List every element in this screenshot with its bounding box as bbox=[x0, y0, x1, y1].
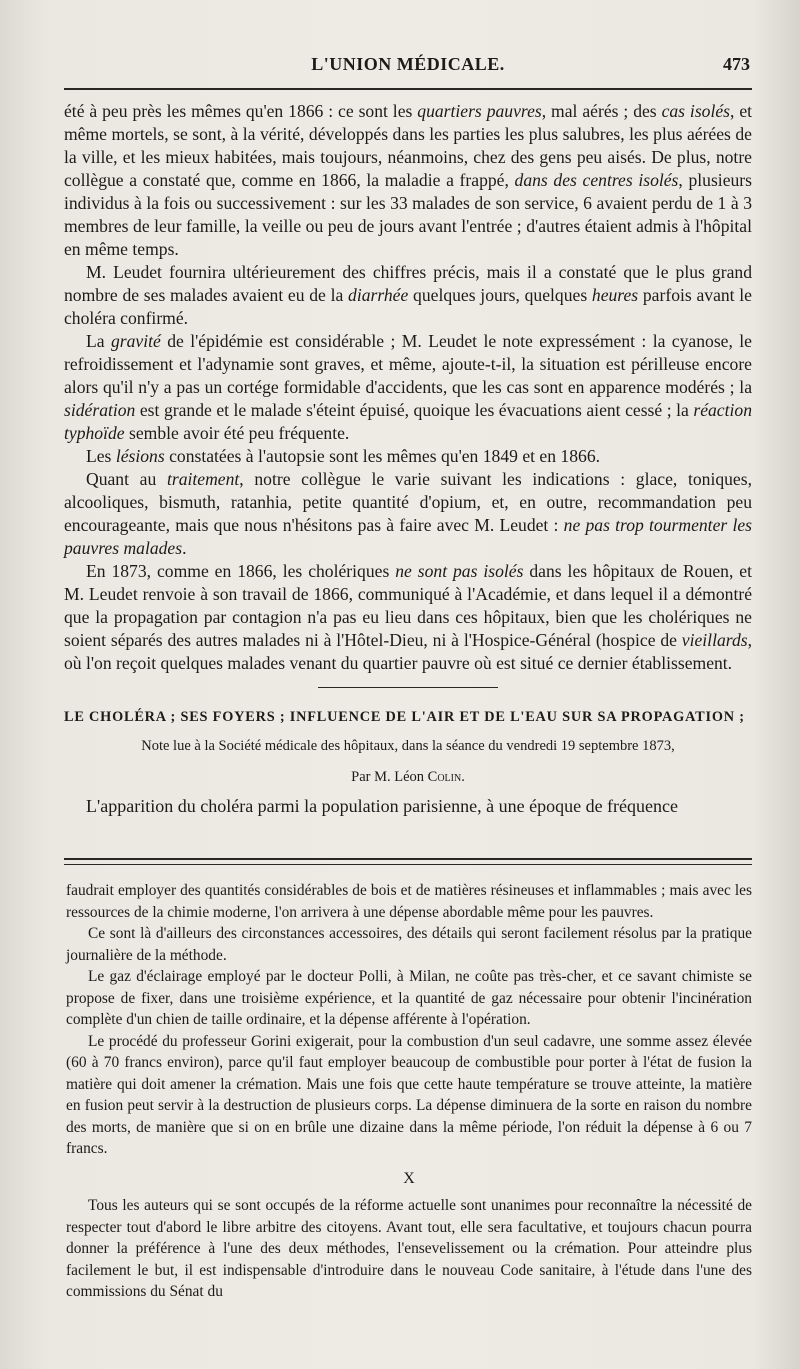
journal-title: L'UNION MÉDICALE. bbox=[311, 54, 505, 74]
paragraph: La gravité de l'épidémie est considérable ; M. Leudet le note expressément : la cyanose, le refroidissement et l'adynamie sont graves, et même, ajoute-t-il, la situation est périlleuse encore alors qu'il n'y a pas un cortége formidable d'accidents, que les cas sont en apparence modérés ; la sidération est grande et le malade s'éteint épuisé, quoique les évacuations aient cessé ; la réaction typhoïde semble avoir été peu fréquente. bbox=[64, 331, 752, 443]
paragraph: été à peu près les mêmes qu'en 1866 : ce sont les quartiers pauvres, mal aérés ; des cas isolés, et même mortels, se sont, à la vérité, développés dans les parties les plus salubres, les plus aérées de la ville, et les mieux habitées, mais toujours, néanmoins, chez des gens peu aisés. De plus, notre collègue a constaté que, comme en 1866, la maladie a frappé, dans des centres isolés, plusieurs individus à la fois ou successivement : sur les 33 malades de son service, 6 avaient perdu de 1 à 3 membres de leur famille, la veille ou peu de jours avant l'entrée ; d'autres étaient admis à l'hôpital en même temps. bbox=[64, 101, 753, 259]
section-number: X bbox=[403, 1169, 415, 1187]
section-divider bbox=[318, 687, 498, 688]
feuilleton-column bbox=[66, 880, 752, 1303]
page-number: 473 bbox=[723, 54, 750, 74]
paragraph: Quant au traitement, notre collègue le varie suivant les indications : glace, toniques, alcooliques, bismuth, ratanhia, petite quantité d'opium, et, en outre, recommandation peu encourageante, mais que nous n'hésitons pas à faire avec M. Leudet : ne pas trop tourmenter les pauvres malades. bbox=[64, 469, 752, 558]
paragraph: En 1873, comme en 1866, les cholériques ne sont pas isolés dans les hôpitaux de Rouen, et M. Leudet renvoie à son travail de 1866, communiqué à l'Académie, et dans lequel il a démontré que la propagation par contagion n'a pas eu lieu dans ces hôpitaux, bien que les cholériques ne soient séparés des autres malades ni à l'Hôtel-Dieu, ni à l'Hospice-Général (hospice de vieillards, où l'on reçoit quelques malades venant du quartier pauvre où est situé ce dernier établissement. bbox=[64, 561, 752, 673]
article-note: Note lue à la Société médicale des hôpitaux, dans la séance du vendredi 19 septembre 1873, bbox=[141, 738, 675, 754]
article-author: Par M. Léon Colin. bbox=[351, 769, 465, 785]
feuilleton-rule bbox=[64, 858, 752, 865]
paragraph: Tous les auteurs qui se sont occupés de la réforme actuelle sont unanimes pour reconnaître la nécessité de respecter tout d'abord le libre arbitre des citoyens. Avant tout, elle sera facultative, et toujours chacun pourra donner la préférence à l'une des deux méthodes, l'ensevelissement ou la crémation. Pour atteindre plus facilement le but, il est indispensable d'introduire dans le nouveau Code sanitaire, à l'étude dans l'une des commissions du Sénat du bbox=[66, 1197, 752, 1300]
running-header bbox=[64, 54, 752, 84]
paragraph: Le procédé du professeur Gorini exigerait, pour la combustion d'un seul cadavre, une somme assez élevée (60 à 70 francs environ), parce qu'il faut employer beaucoup de combustible pour porter à l'état de fusion la matière qui doit amener la crémation. Mais une fois que cette haute température se trouve atteinte, la matière en fusion peut servir à la destruction de plusieurs corps. La dépense diminuera de la sorte en raison du nombre des morts, de manière que si on en brûle une dizaine dans la même période, l'on réduit la dépense à 6 ou 7 francs. bbox=[66, 1032, 752, 1157]
paragraph: Les lésions constatées à l'autopsie sont les mêmes qu'en 1849 et en 1866. bbox=[86, 446, 601, 466]
article-heading: LE CHOLÉRA ; SES FOYERS ; INFLUENCE DE L'AIR ET DE L'EAU SUR SA PROPAGATION ; bbox=[64, 709, 745, 725]
paragraph: Le gaz d'éclairage employé par le docteur Polli, à Milan, ne coûte pas très-cher, et ce savant chimiste se propose de fixer, dans une troisième expérience, et la quantité de gaz nécessaire pour obtenir l'incinération complète d'un chien de taille ordinaire, et la dépense afférente à l'opération. bbox=[66, 968, 752, 1028]
header-rule bbox=[64, 88, 752, 90]
paragraph: Ce sont là d'ailleurs des circonstances accessoires, des détails qui seront facilement résolus par la pratique journalière de la méthode. bbox=[66, 925, 752, 964]
paragraph: faudrait employer des quantités considérables de bois et de matières résineuses et inflammables ; mais avec les ressources de la chimie moderne, l'on arrivera à une dépense abordable même pour les pauvres. bbox=[66, 882, 752, 921]
article-first-line: L'apparition du choléra parmi la population parisienne, à une époque de fréquence bbox=[86, 796, 679, 816]
upper-column bbox=[64, 100, 752, 818]
paragraph: M. Leudet fournira ultérieurement des chiffres précis, mais il a constaté que le plus grand nombre de ses malades avaient eu de la diarrhée quelques jours, quelques heures parfois avant le choléra confirmé. bbox=[64, 262, 752, 328]
